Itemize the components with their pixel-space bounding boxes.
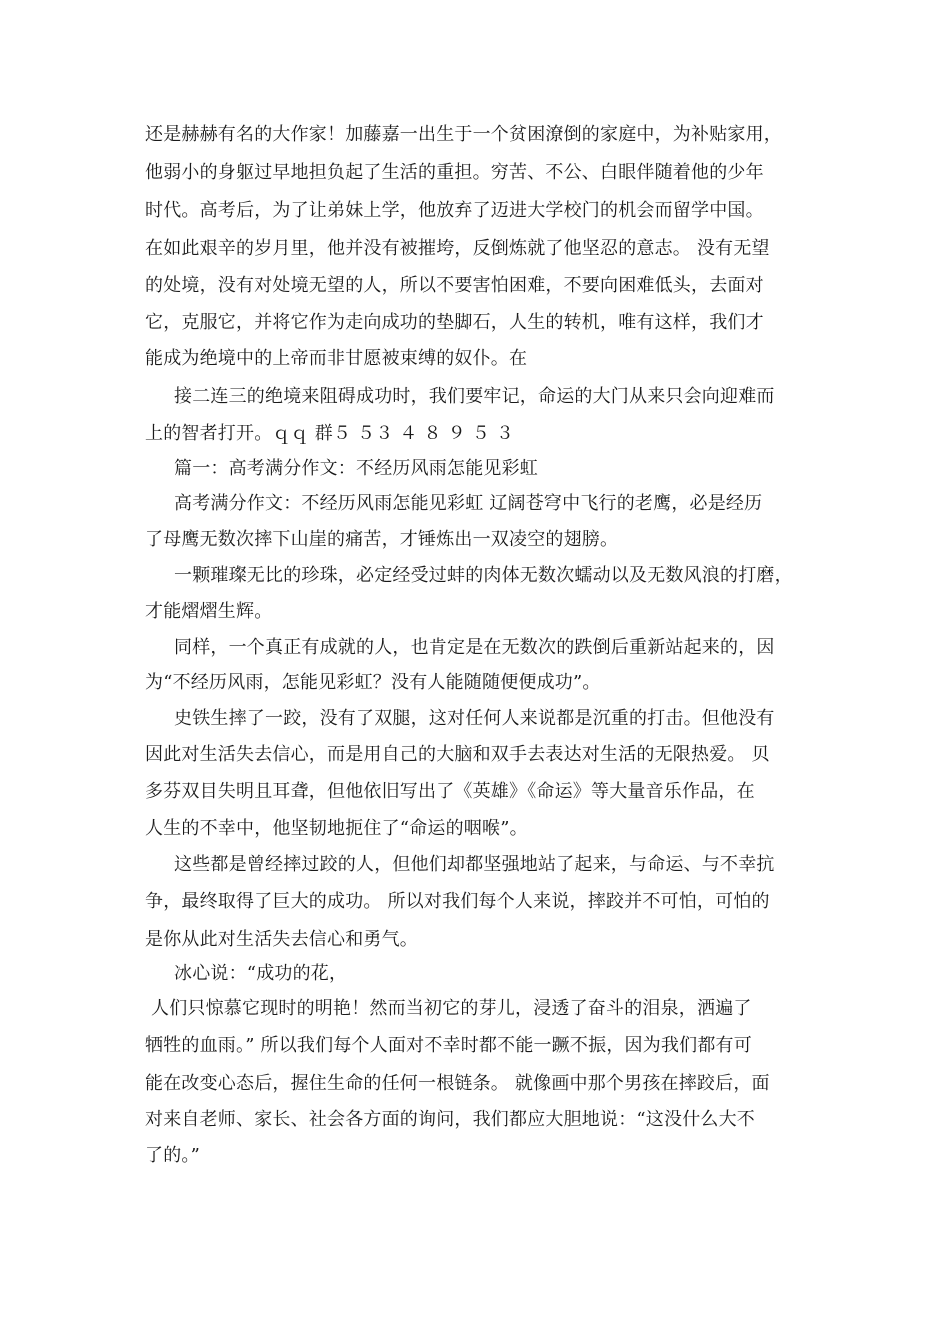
text-line: 接二连三的绝境来阻碍成功时，我们要牢记，命运的大门从来只会向迎难而 bbox=[174, 386, 775, 407]
text-line: 才能熠熠生辉。 bbox=[145, 601, 273, 622]
text-line: 多芬双目失明且耳聋，但他依旧写出了《英雄》《命运》等大量音乐作品，在 bbox=[145, 781, 755, 802]
text-line: 人生的不幸中，他坚韧地扼住了“命运的咽喉”。 bbox=[145, 818, 528, 839]
text-line: 是你从此对生活失去信心和勇气。 bbox=[145, 929, 418, 950]
text-line: 时代。高考后，为了让弟妹上学，他放弃了迈进大学校门的机会而留学中国。 bbox=[145, 200, 764, 221]
text-line: 在如此艰辛的岁月里，他并没有被摧垮，反倒炼就了他坚忍的意志。 没有无望 bbox=[145, 238, 770, 259]
text-line: 能在改变心态后，握住生命的任何一根链条。 就像画中那个男孩在摔跤后，面 bbox=[145, 1073, 770, 1094]
text-line: 因此对生活失去信心，而是用自己的大脑和双手去表达对生活的无限热爱。 贝 bbox=[145, 744, 770, 765]
text-line: 一颗璀璨无比的珍珠，必定经受过蚌的肉体无数次蠕动以及无数风浪的打磨， bbox=[174, 565, 793, 586]
text-line: 这些都是曾经摔过跤的人，但他们却都坚强地站了起来，与命运、与不幸抗 bbox=[174, 854, 775, 875]
text-line: 冰心说：“成功的花， bbox=[174, 963, 348, 984]
text-line: 他弱小的身躯过早地担负起了生活的重担。穷苦、不公、白眼伴随着他的少年 bbox=[145, 162, 764, 183]
text-line: 争，最终取得了巨大的成功。 所以对我们每个人来说，摔跤并不可怕，可怕的 bbox=[145, 891, 770, 912]
text-line: 还是赫赫有名的大作家！加藤嘉一出生于一个贫困潦倒的家庭中，为补贴家用， bbox=[145, 124, 782, 145]
text-line: 它，克服它，并将它作为走向成功的垫脚石，人生的转机，唯有这样，我们才 bbox=[145, 312, 764, 333]
text-line: 为“不经历风雨，怎能见彩虹？没有人能随随便便成功”。 bbox=[145, 672, 601, 693]
text-line: 史铁生摔了一跤，没有了双腿，这对任何人来说都是沉重的打击。但他没有 bbox=[174, 708, 775, 729]
text-line: 能成为绝境中的上帝而非甘愿被束缚的奴仆。在 bbox=[145, 348, 528, 369]
text-line: 同样，一个真正有成就的人，也肯定是在无数次的跌倒后重新站起来的，因 bbox=[174, 637, 775, 658]
text-line: 牺牲的血雨。” 所以我们每个人面对不幸时都不能一蹶不振，因为我们都有可 bbox=[145, 1035, 752, 1056]
text-line: 人们只惊慕它现时的明艳！然而当初它的芽儿，浸透了奋斗的泪泉，洒遍了 bbox=[151, 998, 752, 1019]
text-line: 了的。” bbox=[145, 1145, 201, 1166]
text-line: 对来自老师、家长、社会各方面的询问，我们都应大胆地说：“这没什么大不 bbox=[145, 1109, 755, 1130]
text-line: 了母鹰无数次摔下山崖的痛苦，才锤炼出一双凌空的翅膀。 bbox=[145, 529, 619, 550]
text-line: 高考满分作文：不经历风雨怎能见彩虹 辽阔苍穹中飞行的老鹰，必是经历 bbox=[174, 493, 763, 514]
text-line: 上的智者打开。ｑｑ 群５ ５３ ４ ８ ９ ５ ３ bbox=[145, 423, 515, 444]
text-line: 的处境，没有对处境无望的人，所以不要害怕困难，不要向困难低头，去面对 bbox=[145, 275, 764, 296]
section-heading: 篇一：高考满分作文：不经历风雨怎能见彩虹 bbox=[174, 458, 538, 479]
